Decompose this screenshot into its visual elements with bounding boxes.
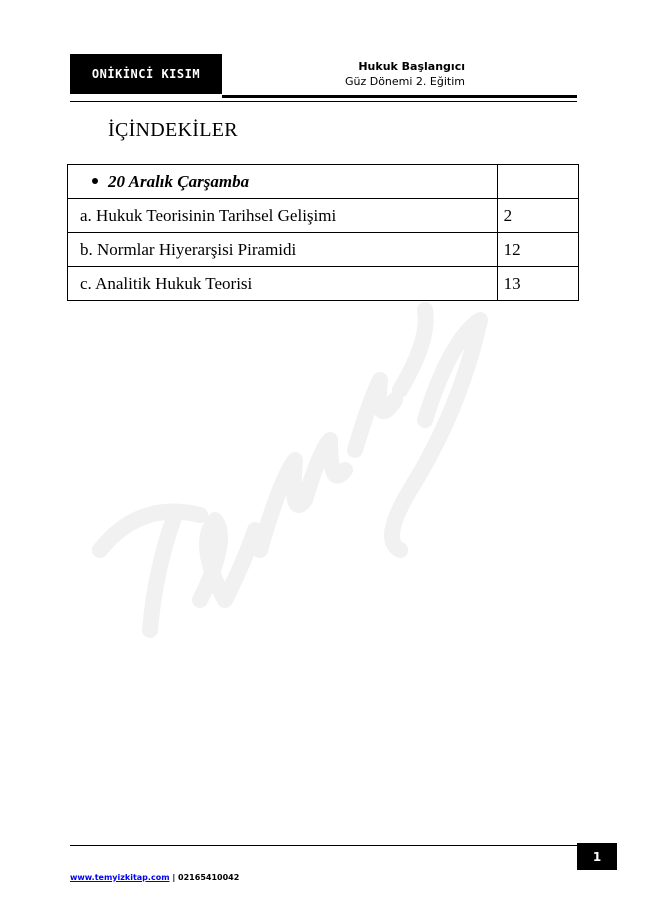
- toc-row[interactable]: [68, 267, 579, 301]
- toc-row-page: 2: [497, 199, 578, 233]
- course-title: Hukuk Başlangıcı: [358, 60, 465, 73]
- header-rule-thin: [70, 101, 577, 102]
- toc-date-page: [497, 165, 578, 199]
- footer-rule: [70, 845, 577, 846]
- toc-row[interactable]: [68, 199, 579, 233]
- course-term: Güz Dönemi 2. Eğitim: [344, 75, 465, 88]
- watermark-logo: [80, 300, 530, 660]
- part-label: ONİKİNCİ KISIM: [91, 67, 201, 81]
- page-number-badge: [577, 843, 617, 870]
- footer-contact: [70, 873, 239, 882]
- toc-heading: İÇİNDEKİLER: [108, 119, 238, 141]
- toc-date-row: [68, 165, 579, 199]
- website-link[interactable]: www.temyizkitap.com: [70, 873, 170, 882]
- toc-row[interactable]: [68, 233, 579, 267]
- toc-date-title: 20 Aralık Çarşamba: [108, 171, 250, 191]
- header-rule-thick: [222, 95, 577, 98]
- toc-row-title[interactable]: b. Normlar Hiyerarşisi Piramidi: [68, 233, 498, 267]
- part-label-badge: [70, 54, 222, 94]
- page-number: 1: [592, 849, 602, 864]
- toc-row-page: 12: [497, 233, 578, 267]
- toc-row-page: 13: [497, 267, 578, 301]
- bullet-icon: [92, 178, 98, 184]
- toc-date-cell: [68, 165, 498, 199]
- toc-row-title[interactable]: c. Analitik Hukuk Teorisi: [68, 267, 498, 301]
- footer-separator: |: [172, 873, 176, 882]
- toc-row-title[interactable]: a. Hukuk Teorisinin Tarihsel Gelişimi: [68, 199, 498, 233]
- phone-number: 02165410042: [178, 873, 240, 882]
- toc-table: [67, 164, 579, 301]
